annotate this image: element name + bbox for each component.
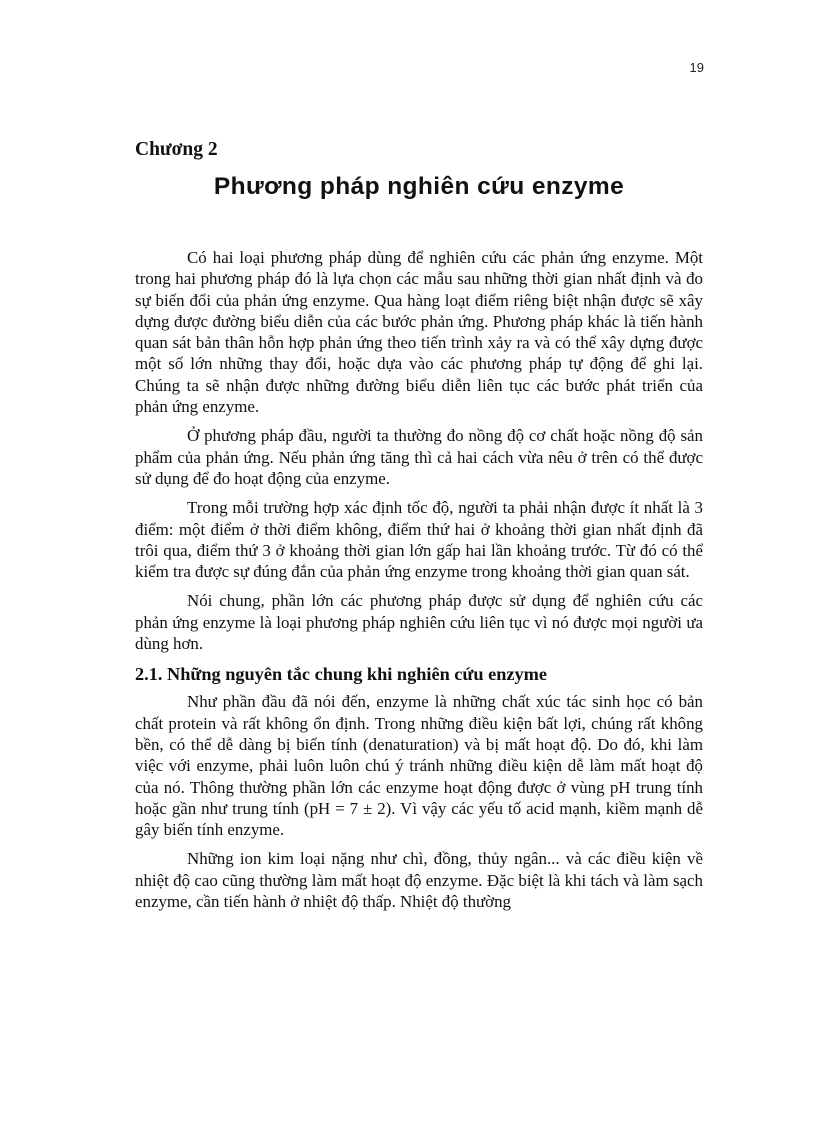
paragraph-methods-overview: Có hai loại phương pháp dùng để nghiên cứu các phản ứng enzyme. Một trong hai phương pháp đó là lựa chọn các mẫu sau những thời gian nhất định và đo sự biến đổi của phản ứng enzyme. Qua hàng loạt điểm riêng biệt nhận được sẽ xây dựng được đường biểu diễn của các bước phản ứng. Phương pháp khác là tiến hành quan sát bản thân hỗn hợp phản ứng theo tiến trình xảy ra và có thể xây dựng được một số lớn những thay đổi, hoặc dựa vào các phương pháp tự động để ghi lại. Chúng ta sẽ nhận được những đường biểu diễn liên tục các bước phát triển của phản ứng enzyme.: [135, 248, 703, 417]
paragraph-heavy-metals: Những ion kim loại nặng như chì, đồng, thủy ngân... và các điều kiện về nhiệt độ cao cũng thường làm mất hoạt độ enzyme. Đặc biệt là khi tách và làm sạch enzyme, cần tiến hành ở nhiệt độ thấp. Nhiệt độ thường: [135, 849, 703, 912]
page-number: 19: [689, 60, 704, 75]
page-content: [135, 138, 703, 912]
paragraph-enzyme-stability: Như phần đầu đã nói đến, enzyme là những chất xúc tác sinh học có bản chất protein và rất không ổn định. Trong những điều kiện bất lợi, chúng rất không bền, có thể dễ dàng bị biến tính (denaturation) và bị mất hoạt độ. Do đó, khi làm việc với enzyme, phải luôn luôn chú ý tránh những điều kiện dễ làm mất hoạt độ của nó. Thông thường phần lớn các enzyme hoạt động được ở vùng pH trung tính hoặc gần như trung tính (pH = 7 ± 2). Vì vậy các yếu tố acid mạnh, kiềm mạnh dễ gây biến tính enzyme.: [135, 692, 703, 840]
paragraph-continuous-methods: Nói chung, phần lớn các phương pháp được sử dụng để nghiên cứu các phản ứng enzyme là loại phương pháp nghiên cứu liên tục vì nó được mọi người ưa dùng hơn.: [135, 591, 703, 654]
chapter-label: Chương 2: [135, 139, 218, 160]
paragraph-first-method: Ở phương pháp đầu, người ta thường đo nồng độ cơ chất hoặc nồng độ sản phẩm của phản ứng. Nếu phản ứng tăng thì cả hai cách vừa nêu ở trên có thể được sử dụng để đo hoạt động của enzyme.: [135, 426, 703, 488]
section-heading: 2.1. Những nguyên tắc chung khi nghiên cứu enzyme: [135, 664, 548, 685]
paragraph-rate-determination: Trong mỗi trường hợp xác định tốc độ, người ta phải nhận được ít nhất là 3 điểm: một điểm ở thời điểm không, điểm thứ hai ở khoảng thời gian nhất định đã trôi qua, điểm thứ 3 ở khoảng thời gian lớn gấp hai lần khoảng trước. Từ đó có thể kiểm tra được sự đúng đắn của phản ứng enzyme trong khoảng thời gian quan sát.: [135, 498, 703, 582]
chapter-title: Phương pháp nghiên cứu enzyme: [213, 173, 625, 200]
